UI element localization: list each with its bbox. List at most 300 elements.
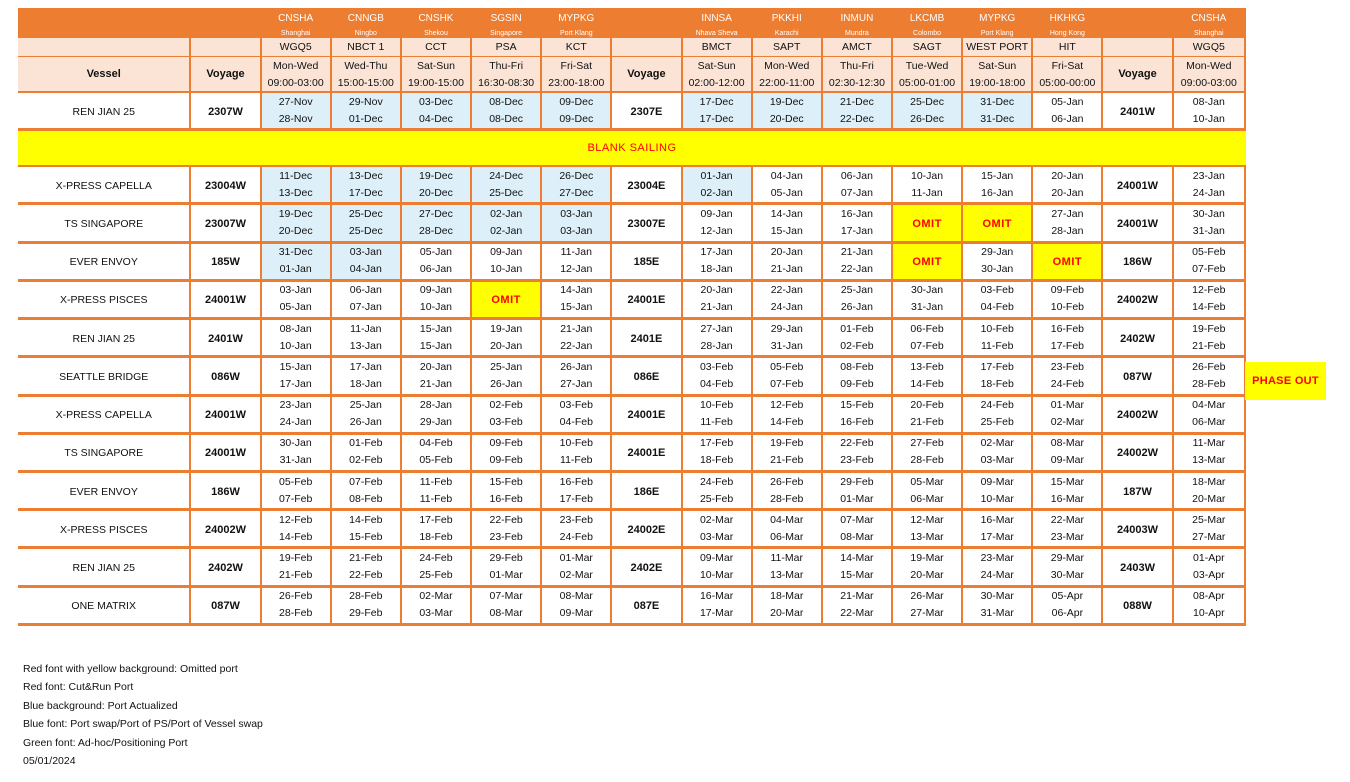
port-call-cell xyxy=(262,93,332,131)
port-call-cell xyxy=(1033,435,1103,473)
port-call-cell xyxy=(1174,511,1246,549)
departure-date: 23-Feb xyxy=(489,530,523,543)
arrival-date: 21-Mar xyxy=(840,590,874,603)
omitted-port-cell xyxy=(893,244,963,282)
port-name: Shanghai xyxy=(1174,28,1246,38)
voyage-cell xyxy=(191,244,261,282)
departure-date: 06-Jan xyxy=(419,263,453,276)
arrival-date: 01-Mar xyxy=(559,552,593,565)
voyage-number: 2401W xyxy=(1120,105,1155,118)
port-call-cell xyxy=(332,282,402,320)
port-call-cell xyxy=(472,397,542,435)
arrival-date: 12-Feb xyxy=(279,513,313,526)
arrival-date: 29-Feb xyxy=(489,552,523,565)
port-call-cell xyxy=(963,435,1033,473)
departure-date: 28-Dec xyxy=(419,225,453,238)
port-name: Port Klang xyxy=(542,28,612,38)
departure-date: 29-Feb xyxy=(349,607,383,620)
vessel-name: X-PRESS PISCES xyxy=(59,294,148,307)
berth-days: Thu-Fri xyxy=(823,57,893,74)
port-call-cell xyxy=(262,549,332,587)
arrival-date: 15-Mar xyxy=(1050,475,1084,488)
voyage-number: 24002E xyxy=(627,523,666,536)
departure-date: 21-Feb xyxy=(910,416,944,429)
voyage-cell xyxy=(191,320,261,358)
arrival-date: 12-Mar xyxy=(910,513,944,526)
port-call-cell xyxy=(753,282,823,320)
departure-date: 07-Feb xyxy=(770,377,804,390)
departure-date: 17-Feb xyxy=(559,492,593,505)
departure-date: 08-Mar xyxy=(840,530,874,543)
berth-days: Tue-Wed xyxy=(893,57,963,74)
voyage-column-header: Voyage xyxy=(612,57,682,93)
voyage-cell xyxy=(612,167,682,205)
port-call-cell xyxy=(1033,358,1103,396)
port-call-cell xyxy=(402,397,472,435)
voyage-number: 2403W xyxy=(1120,562,1155,575)
port-call-cell xyxy=(963,358,1033,396)
arrival-date: 12-Feb xyxy=(770,399,804,412)
port-call-cell xyxy=(683,358,753,396)
vessel-cell xyxy=(18,473,191,511)
berth-window: 23:00-18:00 xyxy=(542,74,612,93)
departure-date: 25-Feb xyxy=(699,492,734,505)
terminal-name: KCT xyxy=(542,38,612,57)
port-call-cell xyxy=(542,549,612,587)
port-call-cell xyxy=(893,397,963,435)
voyage-number: 24001E xyxy=(627,409,666,422)
vessel-row xyxy=(18,282,1246,320)
arrival-date: 09-Dec xyxy=(559,95,594,108)
voyage-cell xyxy=(191,93,261,131)
arrival-date: 04-Mar xyxy=(1192,399,1226,412)
port-call-cell xyxy=(332,320,402,358)
port-call-cell xyxy=(1033,320,1103,358)
port-code-row xyxy=(18,8,1246,28)
voyage-cell xyxy=(191,473,261,511)
arrival-date: 08-Apr xyxy=(1193,590,1225,603)
departure-date: 31-Jan xyxy=(1192,225,1225,238)
omit-label: OMIT xyxy=(912,218,942,231)
port-call-cell xyxy=(542,93,612,131)
port-call-cell xyxy=(402,358,472,396)
port-call-cell xyxy=(823,511,893,549)
port-call-cell xyxy=(753,588,823,626)
vessel-name: REN JIAN 25 xyxy=(72,332,135,345)
schedule-header xyxy=(18,8,1246,93)
terminal-name: SAGT xyxy=(893,38,963,57)
port-call-cell xyxy=(683,93,753,131)
vessel-name: TS SINGAPORE xyxy=(64,218,144,231)
arrival-date: 24-Dec xyxy=(489,169,524,182)
vessel-name: SEATTLE BRIDGE xyxy=(59,370,149,383)
arrival-date: 27-Dec xyxy=(419,208,453,221)
arrival-date: 21-Feb xyxy=(349,552,383,565)
port-call-cell xyxy=(402,511,472,549)
departure-date: 21-Feb xyxy=(279,569,313,582)
port-call-cell xyxy=(893,282,963,320)
arrival-date: 16-Feb xyxy=(559,475,593,488)
departure-date: 07-Feb xyxy=(1192,263,1226,276)
legend-omitted: Red font with yellow background: Omitted port xyxy=(23,663,238,675)
berth-days: Sat-Sun xyxy=(963,57,1033,74)
arrival-date: 19-Jan xyxy=(490,322,523,335)
departure-date: 17-Mar xyxy=(699,607,734,620)
port-call-cell xyxy=(472,167,542,205)
arrival-date: 27-Jan xyxy=(700,322,733,335)
departure-date: 26-Jan xyxy=(490,377,523,390)
voyage-number: 086W xyxy=(211,370,240,383)
port-call-cell xyxy=(542,511,612,549)
departure-date: 28-Feb xyxy=(770,492,804,505)
arrival-date: 25-Jan xyxy=(840,284,873,297)
arrival-date: 03-Jan xyxy=(349,246,382,259)
departure-date: 30-Jan xyxy=(981,263,1014,276)
arrival-date: 28-Jan xyxy=(419,399,453,412)
port-call-cell xyxy=(262,397,332,435)
port-call-cell xyxy=(472,205,542,243)
voyage-cell xyxy=(612,397,682,435)
omitted-port-cell xyxy=(963,205,1033,243)
vessel-cell xyxy=(18,244,191,282)
arrival-date: 17-Feb xyxy=(980,360,1014,373)
departure-date: 22-Feb xyxy=(349,569,383,582)
omit-label: OMIT xyxy=(982,218,1012,231)
port-call-cell xyxy=(1174,282,1246,320)
voyage-number: 23007W xyxy=(205,218,246,231)
departure-date: 21-Jan xyxy=(419,377,453,390)
arrival-date: 08-Mar xyxy=(1050,437,1084,450)
arrival-date: 30-Jan xyxy=(1192,208,1225,221)
terminal-name: WGQ5 xyxy=(262,38,332,57)
port-call-cell xyxy=(332,93,402,131)
port-call-cell xyxy=(542,320,612,358)
vessel-name: EVER ENVOY xyxy=(69,256,138,269)
port-call-cell xyxy=(542,473,612,511)
departure-date: 20-Jan xyxy=(490,339,523,352)
departure-date: 13-Mar xyxy=(770,569,804,582)
port-call-cell xyxy=(893,588,963,626)
berth-window: 05:00-00:00 xyxy=(1033,74,1103,93)
departure-date: 14-Feb xyxy=(770,416,804,429)
departure-date: 10-Mar xyxy=(980,492,1014,505)
arrival-date: 19-Dec xyxy=(278,208,313,221)
voyage-cell xyxy=(1103,397,1173,435)
voyage-cell xyxy=(1103,549,1173,587)
arrival-date: 07-Mar xyxy=(489,590,523,603)
header-filler xyxy=(1103,8,1173,38)
departure-date: 18-Jan xyxy=(700,263,733,276)
departure-date: 13-Mar xyxy=(1192,454,1226,467)
port-call-cell xyxy=(472,244,542,282)
port-code: HKHKG xyxy=(1033,8,1103,28)
port-call-cell xyxy=(823,358,893,396)
departure-date: 10-Feb xyxy=(1050,301,1085,314)
berth-days: Mon-Wed xyxy=(262,57,332,74)
arrival-date: 14-Feb xyxy=(349,513,383,526)
arrival-date: 30-Mar xyxy=(980,590,1014,603)
departure-date: 01-Mar xyxy=(489,569,523,582)
port-code: CNSHK xyxy=(402,8,472,28)
arrival-date: 14-Jan xyxy=(770,208,803,221)
departure-date: 18-Feb xyxy=(699,454,734,467)
omit-label: OMIT xyxy=(1052,256,1083,269)
voyage-cell xyxy=(191,511,261,549)
port-call-cell xyxy=(823,320,893,358)
departure-date: 28-Jan xyxy=(1051,225,1084,238)
port-call-cell xyxy=(262,167,332,205)
arrival-date: 03-Feb xyxy=(980,284,1014,297)
port-call-cell xyxy=(893,167,963,205)
port-call-cell xyxy=(753,511,823,549)
departure-date: 07-Feb xyxy=(910,339,944,352)
berth-window: 09:00-03:00 xyxy=(1174,74,1246,93)
voyage-cell xyxy=(612,473,682,511)
voyage-cell xyxy=(191,588,261,626)
departure-date: 20-Jan xyxy=(1051,186,1084,199)
departure-date: 10-Jan xyxy=(279,339,312,352)
port-call-cell xyxy=(683,435,753,473)
port-call-cell xyxy=(1174,244,1246,282)
arrival-date: 03-Jan xyxy=(560,208,593,221)
arrival-date: 05-Jan xyxy=(419,246,453,259)
port-name: Ningbo xyxy=(332,28,402,38)
vessel-row xyxy=(18,588,1246,626)
arrival-date: 05-Jan xyxy=(1051,95,1084,108)
arrival-date: 26-Feb xyxy=(279,590,313,603)
voyage-cell xyxy=(1103,244,1173,282)
voyage-number: 087W xyxy=(211,600,240,613)
arrival-date: 14-Mar xyxy=(840,552,874,565)
departure-date: 11-Jan xyxy=(911,186,943,199)
voyage-number: 186E xyxy=(633,485,660,498)
port-call-cell xyxy=(402,473,472,511)
arrival-date: 19-Feb xyxy=(279,552,313,565)
departure-date: 12-Jan xyxy=(700,225,733,238)
arrival-date: 03-Jan xyxy=(279,284,312,297)
arrival-date: 15-Jan xyxy=(981,169,1014,182)
vessel-row xyxy=(18,473,1246,511)
vessel-row xyxy=(18,320,1246,358)
port-call-cell xyxy=(963,244,1033,282)
departure-date: 17-Jan xyxy=(840,225,873,238)
port-call-cell xyxy=(893,320,963,358)
arrival-date: 07-Mar xyxy=(840,513,874,526)
port-call-cell xyxy=(683,588,753,626)
legend xyxy=(23,660,263,770)
arrival-date: 20-Jan xyxy=(770,246,803,259)
port-call-cell xyxy=(332,205,402,243)
terminal-name: NBCT 1 xyxy=(332,38,402,57)
arrival-date: 11-Dec xyxy=(279,169,313,182)
port-call-cell xyxy=(542,205,612,243)
departure-date: 02-Feb xyxy=(840,339,874,352)
voyage-number: 2402E xyxy=(630,562,663,575)
arrival-date: 29-Feb xyxy=(840,475,874,488)
voyage-cell xyxy=(191,282,261,320)
header-filler xyxy=(612,8,682,38)
departure-date: 27-Mar xyxy=(1192,530,1226,543)
departure-date: 24-Mar xyxy=(980,569,1014,582)
arrival-date: 27-Nov xyxy=(278,95,313,108)
vessel-name: REN JIAN 25 xyxy=(72,562,135,575)
arrival-date: 21-Jan xyxy=(560,322,593,335)
departure-date: 18-Feb xyxy=(980,377,1014,390)
arrival-date: 29-Jan xyxy=(770,322,803,335)
arrival-date: 09-Jan xyxy=(700,208,733,221)
terminal-name: BMCT xyxy=(683,38,753,57)
port-call-cell xyxy=(1033,93,1103,131)
departure-date: 27-Mar xyxy=(910,607,944,620)
arrival-date: 08-Feb xyxy=(840,360,874,373)
vessel-row xyxy=(18,244,1246,282)
voyage-number: 187W xyxy=(1123,485,1152,498)
arrival-date: 20-Jan xyxy=(419,360,453,373)
arrival-date: 11-Jan xyxy=(350,322,382,335)
header-filler xyxy=(1103,38,1173,57)
terminal-name: WGQ5 xyxy=(1174,38,1246,57)
arrival-date: 22-Mar xyxy=(1050,513,1084,526)
departure-date: 10-Apr xyxy=(1193,607,1225,620)
port-call-cell xyxy=(472,435,542,473)
port-code: INNSA xyxy=(683,8,753,28)
port-call-cell xyxy=(262,205,332,243)
voyage-cell xyxy=(612,93,682,131)
arrival-date: 15-Feb xyxy=(489,475,523,488)
departure-date: 06-Jan xyxy=(1051,112,1084,125)
voyage-number: 24002W xyxy=(205,523,246,536)
departure-date: 03-Mar xyxy=(419,607,453,620)
departure-date: 31-Jan xyxy=(279,454,312,467)
arrival-date: 26-Feb xyxy=(770,475,804,488)
port-call-cell xyxy=(472,588,542,626)
voyage-number: 087E xyxy=(633,600,660,613)
departure-date: 11-Feb xyxy=(419,492,453,505)
vessel-name: EVER ENVOY xyxy=(69,485,138,498)
arrival-date: 09-Feb xyxy=(489,437,523,450)
port-call-cell xyxy=(402,435,472,473)
departure-date: 27-Dec xyxy=(559,186,594,199)
voyage-number: 086E xyxy=(633,370,660,383)
port-call-cell xyxy=(542,244,612,282)
voyage-cell xyxy=(612,244,682,282)
arrival-date: 15-Jan xyxy=(419,322,453,335)
vessel-row xyxy=(18,511,1246,549)
voyage-cell xyxy=(612,320,682,358)
vessel-name: REN JIAN 25 xyxy=(72,105,135,118)
arrival-date: 15-Feb xyxy=(840,399,874,412)
voyage-number: 24001W xyxy=(205,409,246,422)
vessel-row xyxy=(18,397,1246,435)
departure-date: 06-Mar xyxy=(770,530,804,543)
departure-date: 20-Mar xyxy=(1192,492,1226,505)
berth-window: 19:00-18:00 xyxy=(963,74,1033,93)
vessel-name: X-PRESS PISCES xyxy=(59,523,148,536)
port-call-cell xyxy=(823,473,893,511)
departure-date: 20-Dec xyxy=(278,225,313,238)
voyage-cell xyxy=(191,358,261,396)
arrival-date: 18-Mar xyxy=(1192,475,1226,488)
arrival-date: 03-Dec xyxy=(419,95,453,108)
port-name: Shanghai xyxy=(262,28,332,38)
departure-date: 14-Feb xyxy=(910,377,944,390)
port-call-cell xyxy=(1174,549,1246,587)
departure-date: 22-Jan xyxy=(560,339,593,352)
arrival-date: 02-Mar xyxy=(419,590,453,603)
departure-date: 13-Dec xyxy=(278,186,313,199)
voyage-number: 24001E xyxy=(627,294,666,307)
port-call-cell xyxy=(753,93,823,131)
departure-date: 06-Mar xyxy=(910,492,944,505)
vessel-name: X-PRESS CAPELLA xyxy=(55,409,152,422)
departure-date: 28-Feb xyxy=(910,454,944,467)
port-call-cell xyxy=(963,473,1033,511)
vessel-row xyxy=(18,435,1246,473)
arrival-date: 24-Feb xyxy=(699,475,734,488)
arrival-date: 07-Feb xyxy=(349,475,383,488)
port-call-cell xyxy=(472,473,542,511)
arrival-date: 02-Feb xyxy=(489,399,523,412)
departure-date: 16-Feb xyxy=(489,492,523,505)
departure-date: 11-Feb xyxy=(980,339,1014,352)
departure-date: 24-Jan xyxy=(770,301,803,314)
port-call-cell xyxy=(402,167,472,205)
departure-date: 02-Jan xyxy=(700,186,733,199)
port-call-cell xyxy=(683,320,753,358)
departure-date: 16-Feb xyxy=(840,416,874,429)
arrival-date: 08-Dec xyxy=(489,95,524,108)
arrival-date: 30-Jan xyxy=(911,284,944,297)
arrival-date: 03-Feb xyxy=(699,360,734,373)
arrival-date: 02-Mar xyxy=(980,437,1014,450)
arrival-date: 23-Feb xyxy=(559,513,593,526)
terminal-name: PSA xyxy=(472,38,542,57)
port-call-cell xyxy=(472,320,542,358)
voyage-cell xyxy=(612,358,682,396)
port-call-cell xyxy=(542,588,612,626)
port-call-cell xyxy=(1174,205,1246,243)
arrival-date: 11-Mar xyxy=(1192,437,1226,450)
terminal-name: SAPT xyxy=(753,38,823,57)
arrival-date: 05-Feb xyxy=(279,475,313,488)
voyage-number: 24001W xyxy=(1117,218,1159,231)
vessel-cell xyxy=(18,511,191,549)
port-call-cell xyxy=(542,358,612,396)
voyage-cell xyxy=(612,205,682,243)
vessel-cell xyxy=(18,167,191,205)
blank-sailing-row xyxy=(18,131,1246,167)
arrival-date: 26-Mar xyxy=(910,590,944,603)
arrival-date: 01-Feb xyxy=(349,437,383,450)
departure-date: 13-Mar xyxy=(910,530,944,543)
voyage-number: 088W xyxy=(1123,600,1152,613)
arrival-date: 19-Feb xyxy=(1192,322,1226,335)
voyage-number: 23004W xyxy=(205,179,246,192)
departure-date: 16-Mar xyxy=(1050,492,1084,505)
departure-date: 01-Jan xyxy=(279,263,312,276)
omitted-port-cell xyxy=(472,282,542,320)
departure-date: 24-Feb xyxy=(1050,377,1085,390)
arrival-date: 26-Feb xyxy=(1192,360,1226,373)
port-call-cell xyxy=(1174,93,1246,131)
port-call-cell xyxy=(683,244,753,282)
port-call-cell xyxy=(332,358,402,396)
port-call-cell xyxy=(332,473,402,511)
vessel-row xyxy=(18,205,1246,243)
arrival-date: 10-Feb xyxy=(559,437,593,450)
arrival-date: 01-Feb xyxy=(840,322,874,335)
arrival-date: 24-Feb xyxy=(980,399,1014,412)
